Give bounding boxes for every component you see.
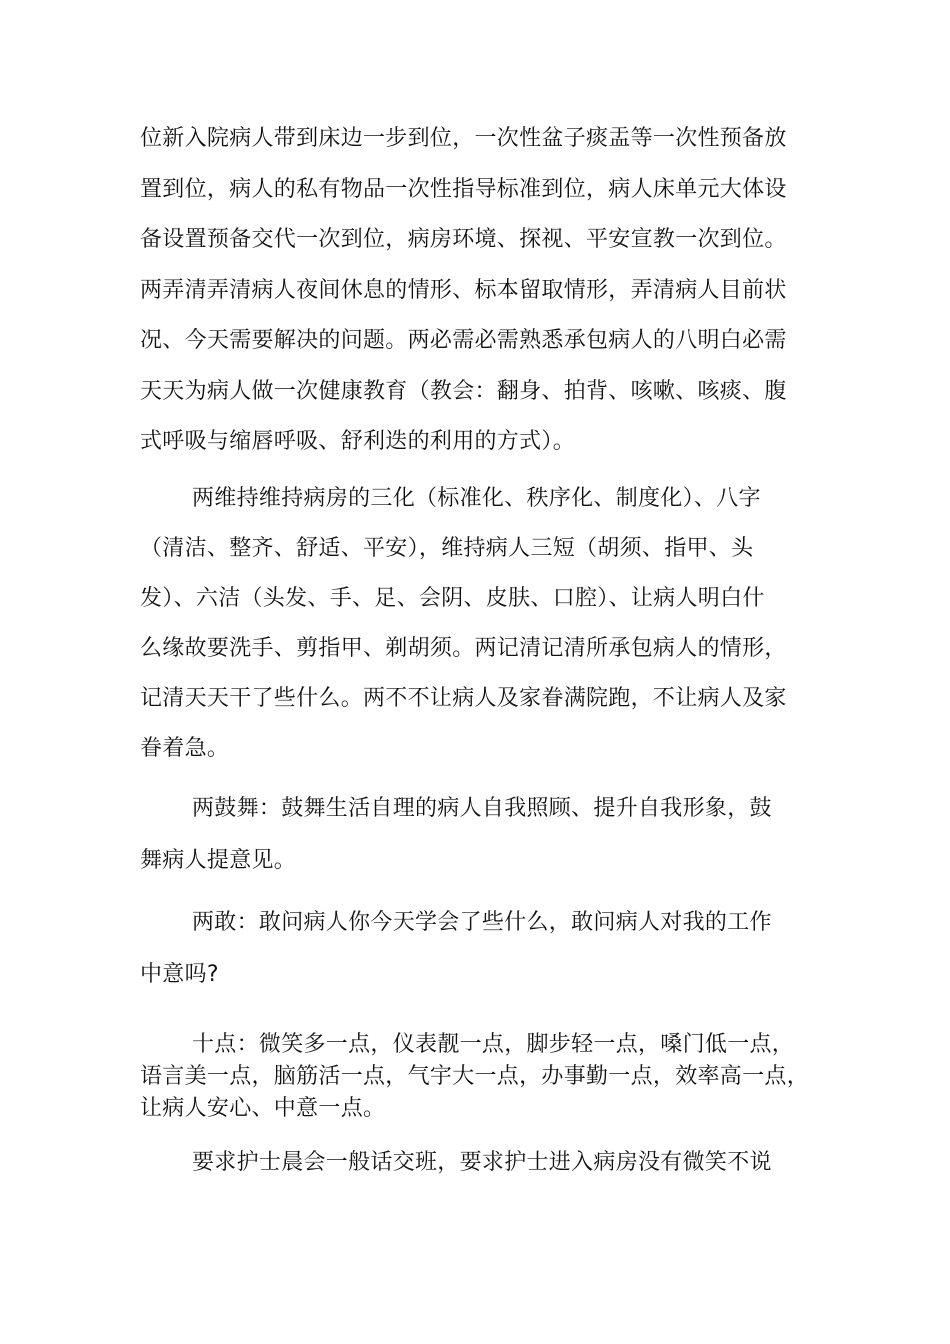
text-line: 让病人安心、中意一点。: [140, 1096, 386, 1121]
text-line: 两鼓舞：鼓舞生活自理的病人自我照顾、提升自我形象，鼓: [192, 796, 772, 821]
text-line: 式呼吸与缩唇呼吸、舒利迭的利用的方式）。: [140, 429, 576, 454]
text-line: 两维持维持病房的三化（标准化、秩序化、制度化）、八字: [192, 486, 761, 511]
text-line: 发）、六洁（头发、手、足、会阴、皮肤、口腔）、让病人明白什: [140, 586, 765, 611]
text-line: 两弄清弄清病人夜间休息的情形、标本留取情形，弄清病人目前状: [140, 277, 787, 303]
text-line: 况、今天需要解决的问题。两必需必需熟悉承包病人的八明白必需: [140, 328, 787, 353]
text-line: 备设置预备交代一次到位，病房环境、探视、平安宣教一次到位。: [140, 227, 787, 252]
text-line: 语言美一点，脑筋活一点，气宇大一点，办事勤一点，效率高一点，: [140, 1064, 810, 1089]
text-line: 么缘故要洗手、剪指甲、剃胡须。两记清记清所承包病人的情形，: [140, 636, 787, 661]
text-line: 两敢：敢问病人你今天学会了些什么，敢问病人对我的工作: [192, 910, 772, 935]
text-line: 舞病人提意见。: [140, 848, 297, 873]
text-line: 眷着急。: [140, 736, 230, 761]
text-line: 要求护士晨会一般话交班，要求护士进入病房没有微笑不说: [192, 1150, 772, 1175]
paragraph-4: [140, 897, 772, 1001]
text-line: 天天为病人做一次健康教育（教会：翻身、拍背、咳嗽、咳痰、腹: [140, 378, 787, 404]
text-line: 十点：微笑多一点，仪表靓一点，脚步轻一点，嗓门低一点，: [192, 1032, 795, 1057]
paragraph-6: [140, 1138, 772, 1188]
text-line: 记清天天干了些什么。两不不让病人及家眷满院跑，不让病人及家: [140, 686, 787, 711]
paragraph-3: [140, 783, 772, 887]
text-line: 位新入院病人带到床边一步到位，一次性盆子痰盂等一次性预备放: [140, 126, 787, 151]
text-line: （清洁、整齐、舒适、平安），维持病人三短（胡须、指甲、头: [140, 536, 754, 561]
paragraph-2: [140, 474, 787, 774]
text-line: 中意吗?: [140, 962, 219, 987]
paragraph-1: [140, 114, 787, 468]
paragraph-5: [140, 1029, 809, 1125]
text-line: 置到位，病人的私有物品一次性指导标准到位，病人床单元大体设: [140, 176, 787, 202]
